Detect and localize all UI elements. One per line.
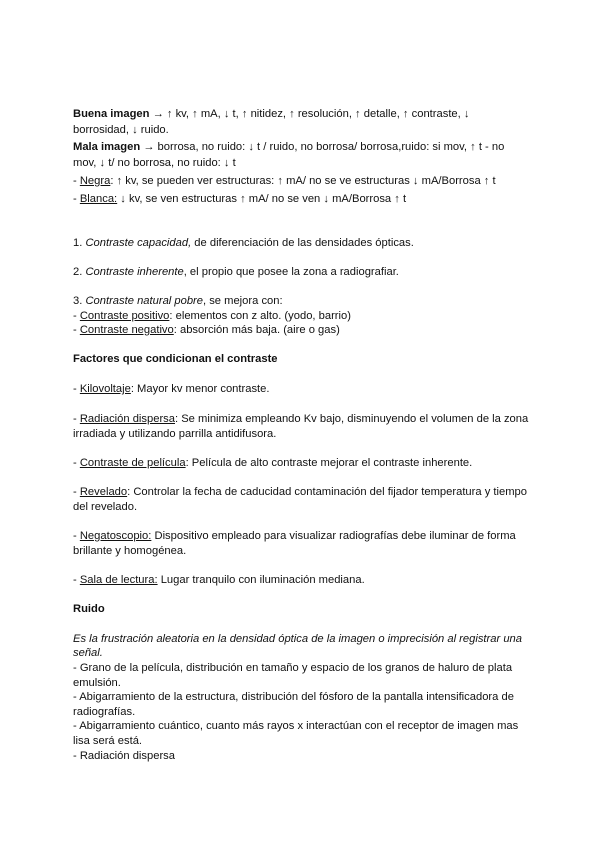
contraste-negativo-label: Contraste negativo bbox=[79, 324, 174, 336]
kilovoltaje-label: Kilovoltaje bbox=[79, 383, 131, 395]
blanca-line bbox=[73, 192, 406, 206]
contraste-pelicula-line bbox=[73, 456, 472, 470]
revelado-label: Revelado bbox=[79, 486, 128, 498]
mala-imagen-line bbox=[73, 140, 504, 154]
ruido-heading: Ruido bbox=[73, 603, 105, 615]
revelado-text: : Controlar la fecha de caducidad contaminación del fijador temperatura y tiempo bbox=[127, 486, 527, 498]
blanca-text: ↓ kv, se ven estructuras ↑ mA/ no se ven ↓ mA/Borrosa ↑ t bbox=[117, 193, 407, 205]
negatoscopio-line-2: brillante y homogénea. bbox=[73, 545, 187, 557]
item-number: 1. bbox=[73, 237, 86, 249]
ruido-definition-text-2: señal. bbox=[73, 647, 103, 659]
contraste-positivo-label: Contraste positivo bbox=[79, 310, 170, 322]
mala-imagen-line-2: mov, ↓ t/ no borrosa, no ruido: ↓ t bbox=[73, 157, 236, 169]
ruido-definition-line-2 bbox=[73, 646, 103, 660]
contraste-positivo-text: : elementos con z alto. (yodo, barrio) bbox=[169, 310, 351, 322]
contraste-item-2 bbox=[73, 265, 399, 279]
buena-imagen-label: Buena imagen bbox=[73, 108, 150, 120]
item-number: 2. bbox=[73, 266, 86, 278]
ruido-definition-text: Es la frustración aleatoria en la densidad óptica de la imagen o imprecisión al registrar una bbox=[73, 633, 522, 645]
contraste-negativo-line bbox=[73, 323, 340, 337]
negra-label: Negra bbox=[79, 175, 111, 187]
revelado-line-2: del revelado. bbox=[73, 501, 138, 513]
contraste-inherente-term: Contraste inherente bbox=[85, 266, 184, 278]
ruido-bullet-cuantico-2: lisa será está. bbox=[73, 735, 143, 747]
contraste-pelicula-label: Contraste de película bbox=[79, 457, 186, 469]
buena-imagen-text: → ↑ kv, ↑ mA, ↓ t, ↑ nitidez, ↑ resolución, ↑ detalle, ↑ contraste, ↓ bbox=[149, 108, 470, 120]
contraste-capacidad-term: Contraste capacidad, bbox=[85, 237, 192, 249]
radiacion-dispersa-label: Radiación dispersa bbox=[79, 413, 175, 425]
bullet-dash: - bbox=[73, 175, 80, 187]
bullet-dash: - bbox=[73, 383, 80, 395]
blanca-label: Blanca: bbox=[79, 193, 118, 205]
sala-lectura-text: Lugar tranquilo con iluminación mediana. bbox=[157, 574, 365, 586]
mala-imagen-text: → borrosa, no ruido: ↓ t / ruido, no borrosa/ borrosa,ruido: si mov, ↑ t - no bbox=[140, 141, 505, 153]
ruido-definition-line-1 bbox=[73, 632, 522, 646]
negatoscopio-text: Dispositivo empleado para visualizar radiografías debe iluminar de forma bbox=[151, 530, 516, 542]
radiacion-dispersa-text: : Se minimiza empleando Kv bajo, disminuyendo el volumen de la zona bbox=[175, 413, 529, 425]
bullet-dash: - bbox=[73, 486, 80, 498]
ruido-bullet-estructura: - Abigarramiento de la estructura, distribución del fósforo de la pantalla intensificadora de bbox=[73, 691, 514, 703]
ruido-bullet-grano: - Grano de la película, distribución en tamaño y espacio de los granos de haluro de plata bbox=[73, 662, 513, 674]
buena-imagen-line bbox=[73, 107, 469, 121]
bullet-dash: - bbox=[73, 457, 80, 469]
factores-heading: Factores que condicionan el contraste bbox=[73, 353, 278, 365]
item-number: 3. bbox=[73, 295, 86, 307]
ruido-bullet-grano-2: emulsión. bbox=[73, 677, 121, 689]
contraste-positivo-line bbox=[73, 309, 351, 323]
ruido-bullet-estructura-2: radiografías. bbox=[73, 706, 136, 718]
negatoscopio-line bbox=[73, 529, 516, 543]
contraste-item-1 bbox=[73, 236, 414, 250]
kilovoltaje-line bbox=[73, 382, 270, 396]
contraste-item-3 bbox=[73, 294, 283, 308]
contraste-natural-term: Contraste natural pobre bbox=[85, 295, 203, 307]
mala-imagen-label: Mala imagen bbox=[73, 141, 141, 153]
sala-lectura-line bbox=[73, 573, 365, 587]
negra-text: : ↑ kv, se pueden ver estructuras: ↑ mA/ no se ve estructuras ↓ mA/Borrosa ↑ t bbox=[110, 175, 496, 187]
bullet-dash: - bbox=[73, 530, 80, 542]
radiacion-dispersa-line-2: irradiada y utilizando parrilla antidifusora. bbox=[73, 428, 277, 440]
contraste-natural-text: , se mejora con: bbox=[203, 295, 283, 307]
contraste-capacidad-text: de diferenciación de las densidades ópticas. bbox=[191, 237, 414, 249]
ruido-bullet-cuantico: - Abigarramiento cuántico, cuanto más rayos x interactúan con el receptor de imagen mas bbox=[73, 720, 519, 732]
bullet-dash: - bbox=[73, 324, 80, 336]
buena-imagen-line-2: borrosidad, ↓ ruido. bbox=[73, 124, 169, 136]
bullet-dash: - bbox=[73, 193, 80, 205]
contraste-pelicula-text: : Película de alto contraste mejorar el contraste inherente. bbox=[185, 457, 473, 469]
bullet-dash: - bbox=[73, 574, 80, 586]
bullet-dash: - bbox=[73, 310, 80, 322]
contraste-negativo-text: : absorción más baja. (aire o gas) bbox=[173, 324, 340, 336]
contraste-inherente-text: , el propio que posee la zona a radiografiar. bbox=[183, 266, 399, 278]
negra-line bbox=[73, 174, 496, 188]
revelado-line bbox=[73, 485, 527, 499]
kilovoltaje-text: : Mayor kv menor contraste. bbox=[130, 383, 270, 395]
radiacion-dispersa-line bbox=[73, 412, 528, 426]
ruido-bullet-radiacion: - Radiación dispersa bbox=[73, 750, 175, 762]
bullet-dash: - bbox=[73, 413, 80, 425]
sala-lectura-label: Sala de lectura: bbox=[79, 574, 158, 586]
negatoscopio-label: Negatoscopio: bbox=[79, 530, 152, 542]
